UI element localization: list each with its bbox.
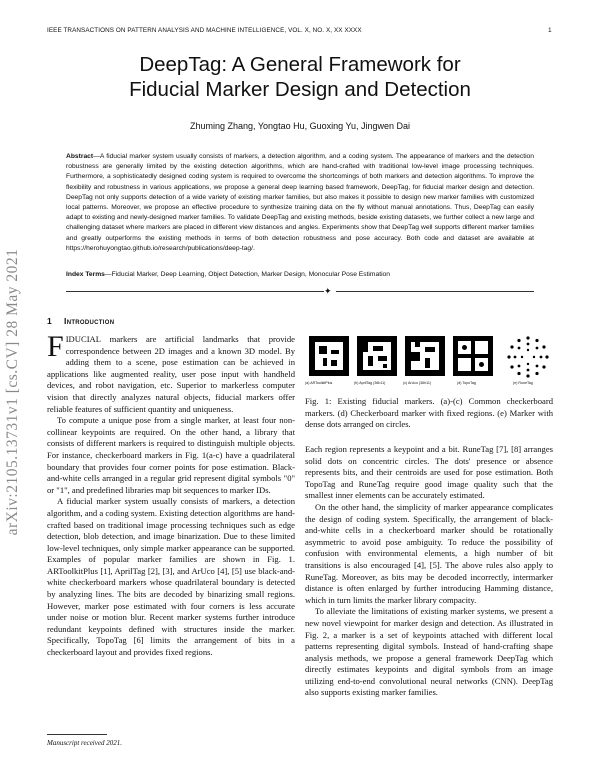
- divider-diamond: ✦: [324, 286, 332, 296]
- author-list: Zhuming Zhang, Yongtao Hu, Guoxing Yu, Jingwen Dai: [190, 121, 410, 131]
- runetag-marker-image: [505, 334, 551, 380]
- right-paragraph-2: On the other hand, the simplicity of marker appearance complicates the design of coding system. Specifically, the arrangement of black-and-white cells in a checkerboard marker should be rotationally asymmetric to avoid pose ambiguity. To reduce the possibility of confusion with environmental elements, a high number of bit transitions is also encouraged [4], [5]. The above rules also apply to RuneTag. Moreover, as bits may be decoded incorrectly, intermarker distance is often enlarged by further introducing Hamming distance, which in turn limits the marker library compacity.: [305, 501, 553, 605]
- section-heading: [47, 316, 114, 326]
- intro-smallcaps: IDUCIAL: [65, 334, 102, 344]
- section-number: 1: [47, 316, 53, 326]
- divider-left: [66, 291, 324, 292]
- arxiv-identifier[interactable]: arXiv:2105.13731v1 [cs.CV] 28 May 2021: [4, 248, 21, 536]
- right-column: [305, 444, 553, 699]
- running-head: IEEE TRANSACTIONS ON PATTERN ANALYSIS AND MACHINE INTELLIGENCE, VOL. X, NO. X, XX XXXX: [47, 27, 362, 34]
- index-terms-label: Index Terms: [66, 271, 105, 278]
- aruco-marker-image: [405, 336, 445, 376]
- artoolkitplus-marker-image: [309, 336, 349, 376]
- right-paragraph-3: To alleviate the limitations of existing marker systems, we present a new novel viewpoint for marker design and detection. As illustrated in Fig. 2, a marker is a set of keypoints attached with different local patterns representing digital symbols. Instead of hand-crafting shape analysis methods, we propose a general framework DeepTag which directly estimates keypoints and digital symbols from an image utilizing end-to-end convolutional neural networks (CNN). DeepTag also supports existing marker families.: [305, 606, 553, 698]
- abstract: [66, 152, 534, 254]
- section-title: Introduction: [64, 316, 115, 326]
- divider-right: [336, 291, 534, 292]
- subfigure-label-e: (e) RuneTag: [513, 381, 533, 385]
- page-number: 1: [548, 27, 552, 34]
- subfigure-label-a: (a) ARToolkitPlus: [305, 381, 333, 385]
- subfigure-label-c: (c) ArUco (36h11): [403, 381, 432, 385]
- subfigure-label-d: (d) TopoTag: [457, 381, 476, 385]
- left-column: [47, 330, 295, 659]
- index-terms-text: —Fiducial Marker, Deep Learning, Object Detection, Marker Design, Monocular Pose Estimation: [104, 271, 390, 278]
- paper-title: [50, 52, 550, 102]
- intro-paragraph-3: A fiducial marker system usually consists of markers, a detection algorithm, and a coding system. Existing detection algorithms are hand-crafted based on traditional image processing techniques such as edge detection, blob detection, and image binarization. Due to these limited low-level techniques, only simple marker appearance can be supported. Examples of popular marker families are shown in Fig. 1. ARToolkitPlus [1], AprilTag [2], [3], and ArUco [4], [5] use black-and-white checkerboard markers whose quadrilateral boundary is detected by analyzing lines. The bits are decoded by binarizing small regions. However, marker pose estimated with four corners is less accurate under noise or motion blur. Recent marker systems further introduce redundant keypoints defined with structures inside the marker. Specifically, TopoTag [6] limits the arrangement of bits in a checkerboard layout and provides fixed regions.: [47, 496, 295, 658]
- subfigure-label-b: (b) AprilTag (36h11): [354, 381, 386, 385]
- apriltag-marker-image: [357, 336, 397, 376]
- intro-p1-text: markers are artificial landmarks that provide correspondence between 2D images and a known 3D model. By adding them to a scene, pose estimation can be achieved in applications like augmented reality, user pose input with handheld devices, and robot navigation, etc. Superior to markerless computer vision that directly analyzes natural objects, fiducial markers offer reliable features of sufficient quantity and uniqueness.: [47, 334, 295, 414]
- figure-1: [305, 334, 553, 392]
- footnote-rule: [47, 734, 107, 735]
- abstract-label: Abstract: [66, 153, 94, 160]
- intro-paragraph-1: [47, 330, 295, 415]
- figure-1-caption: Fig. 1: Existing fiducial markers. (a)-(c) Common checkerboard markers. (d) Checkerboard marker with fixed regions. (e) Marker with dense dots arranged on circles.: [305, 396, 553, 430]
- right-paragraph-1: Each region represents a keypoint and a bit. RuneTag [7], [8] arranges solid dots on concentric circles. The dots' presence or absence represents bits, and their centroids are used for pose estimation. Both TopoTag and RuneTag require good image quality such that the smallest inner elements can be accurately estimated.: [305, 444, 553, 501]
- topotag-marker-image: [453, 336, 493, 376]
- title-line-1: DeepTag: A General Framework for: [139, 53, 461, 76]
- index-terms: [66, 270, 534, 280]
- intro-paragraph-2: To compute a unique pose from a single marker, at least four non-collinear keypoints are required. On the other hand, a library that consists of different markers is required to distinguish multiple objects. For instance, checkerboard markers in Fig. 1(a-c) have a quadrilateral boundary that provides four corner points for pose estimation. Black-and-white cells arranged in a regular grid represent digital symbols "0" or "1", and predefined libraries map bit sequences to marker IDs.: [47, 415, 295, 495]
- dropcap: F: [47, 330, 64, 363]
- title-line-2: Fiducial Marker Design and Detection: [129, 78, 471, 101]
- footnote: Manuscript received 2021.: [47, 739, 122, 747]
- abstract-text: —A fiducial marker system usually consists of markers, a detection algorithm, and a coding system. The appearance of markers and the detection robustness are generally limited by the existing detection algorithms, which are hand-crafted with traditional low-level image processing techniques. Furthermore, a sophisticatedly designed coding system is required to overcome the shortcomings of both markers and detection algorithms. To improve the flexibility and robustness in various applications, we propose a general deep learning based framework, DeepTag, for fiducial marker design and detection. DeepTag not only supports detection of a wide variety of existing marker families, but also makes it possible to design new marker families with customized local patterns. Moreover, we propose an effective procedure to synthesize training data on the fly without manual annotations. Thus, DeepTag can easily adapt to existing and newly-designed marker families. To validate DeepTag and existing methods, beside existing datasets, we further collect a new large and challenging dataset where markers are placed in different view distances and angles. Experiments show that DeepTag well supports different marker families and greatly outperforms the existing methods in terms of both detection robustness and pose accuracy. Both code and dataset are available at https://herohuyongtao.github.io/research/publications/deep-tag/.: [66, 153, 534, 252]
